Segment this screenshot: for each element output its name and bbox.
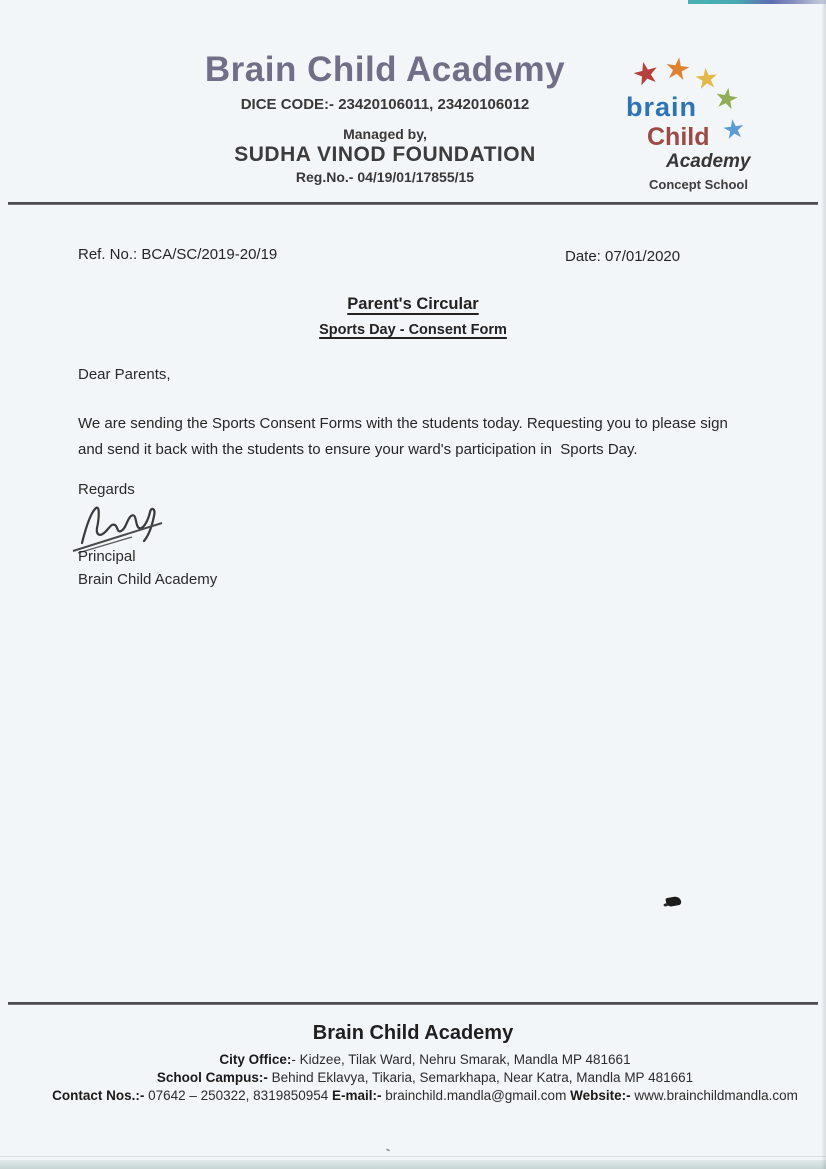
footer-divider-rule <box>8 1002 818 1005</box>
salutation: Dear Parents, <box>78 366 171 383</box>
circular-title: Parent's Circular <box>347 295 479 313</box>
signature-image <box>70 499 170 555</box>
school-campus-label: School Campus:- <box>156 1070 268 1085</box>
header-divider-rule <box>8 202 818 205</box>
letter-body-paragraph: We are sending the Sports Consent Forms with the students today. Requesting you to please sign and send it back with the students to ensure your ward's participation in Sports Day. <box>78 415 732 458</box>
logo-star-icon: ★ <box>711 81 742 116</box>
website-text: www.brainchildmandla.com <box>630 1088 798 1103</box>
email-label: E-mail:- <box>332 1088 382 1103</box>
logo-star-icon: ★ <box>661 51 694 88</box>
contact-label: Contact Nos.:- <box>52 1088 145 1103</box>
footer-city-office-line <box>30 1052 820 1067</box>
school-logo <box>620 50 815 195</box>
dice-code: DICE CODE:- 23420106011, 23420106012 <box>240 95 530 113</box>
closing-regards: Regards <box>78 481 135 498</box>
logo-word-child: Child <box>647 123 710 151</box>
signer-role: Principal <box>78 548 136 565</box>
letter-date: Date: 07/01/2020 <box>565 248 681 265</box>
logo-star-icon: ★ <box>720 112 748 146</box>
registration-number: Reg.No.- 04/19/01/17855/15 <box>295 168 475 185</box>
scan-artifact-bottom-strip <box>0 1160 826 1169</box>
website-label: Website:- <box>570 1088 631 1103</box>
managed-by-label: Managed by, <box>343 125 427 142</box>
logo-star-icon: ★ <box>628 53 664 94</box>
city-office-label: City Office: <box>219 1052 292 1067</box>
logo-word-brain: brain <box>626 92 698 122</box>
scan-artifact-faint-line <box>0 1156 826 1157</box>
school-campus-text: Behind Eklavya, Tikaria, Semarkhapa, Near Katra, Mandla MP 481661 <box>267 1070 694 1085</box>
footer-contact-line <box>30 1088 820 1103</box>
ink-blot-mark <box>665 896 681 907</box>
signer-organization: Brain Child Academy <box>78 571 218 588</box>
footer-school-name: Brain Child Academy <box>312 1022 514 1044</box>
scan-artifact-top-strip <box>688 0 826 4</box>
city-office-text: - Kidzee, Tilak Ward, Nehru Smarak, Mandla MP 481661 <box>291 1052 631 1067</box>
foundation-name: SUDHA VINOD FOUNDATION <box>234 142 536 166</box>
school-name: Brain Child Academy <box>204 50 566 89</box>
logo-star-icon: ★ <box>692 61 721 96</box>
logo-tagline: Concept School <box>649 177 748 192</box>
email-text: brainchild.mandla@gmail.com <box>381 1088 571 1103</box>
circular-subtitle: Sports Day - Consent Form <box>319 322 507 338</box>
reference-number: Ref. No.: BCA/SC/2019-20/19 <box>78 246 278 263</box>
scan-speck <box>386 1148 390 1151</box>
logo-word-academy: Academy <box>666 151 751 172</box>
footer-school-campus-line <box>30 1070 820 1085</box>
scan-artifact-right-edge <box>821 0 826 1169</box>
contact-text: 07642 – 250322, 8319850954 <box>144 1088 333 1103</box>
